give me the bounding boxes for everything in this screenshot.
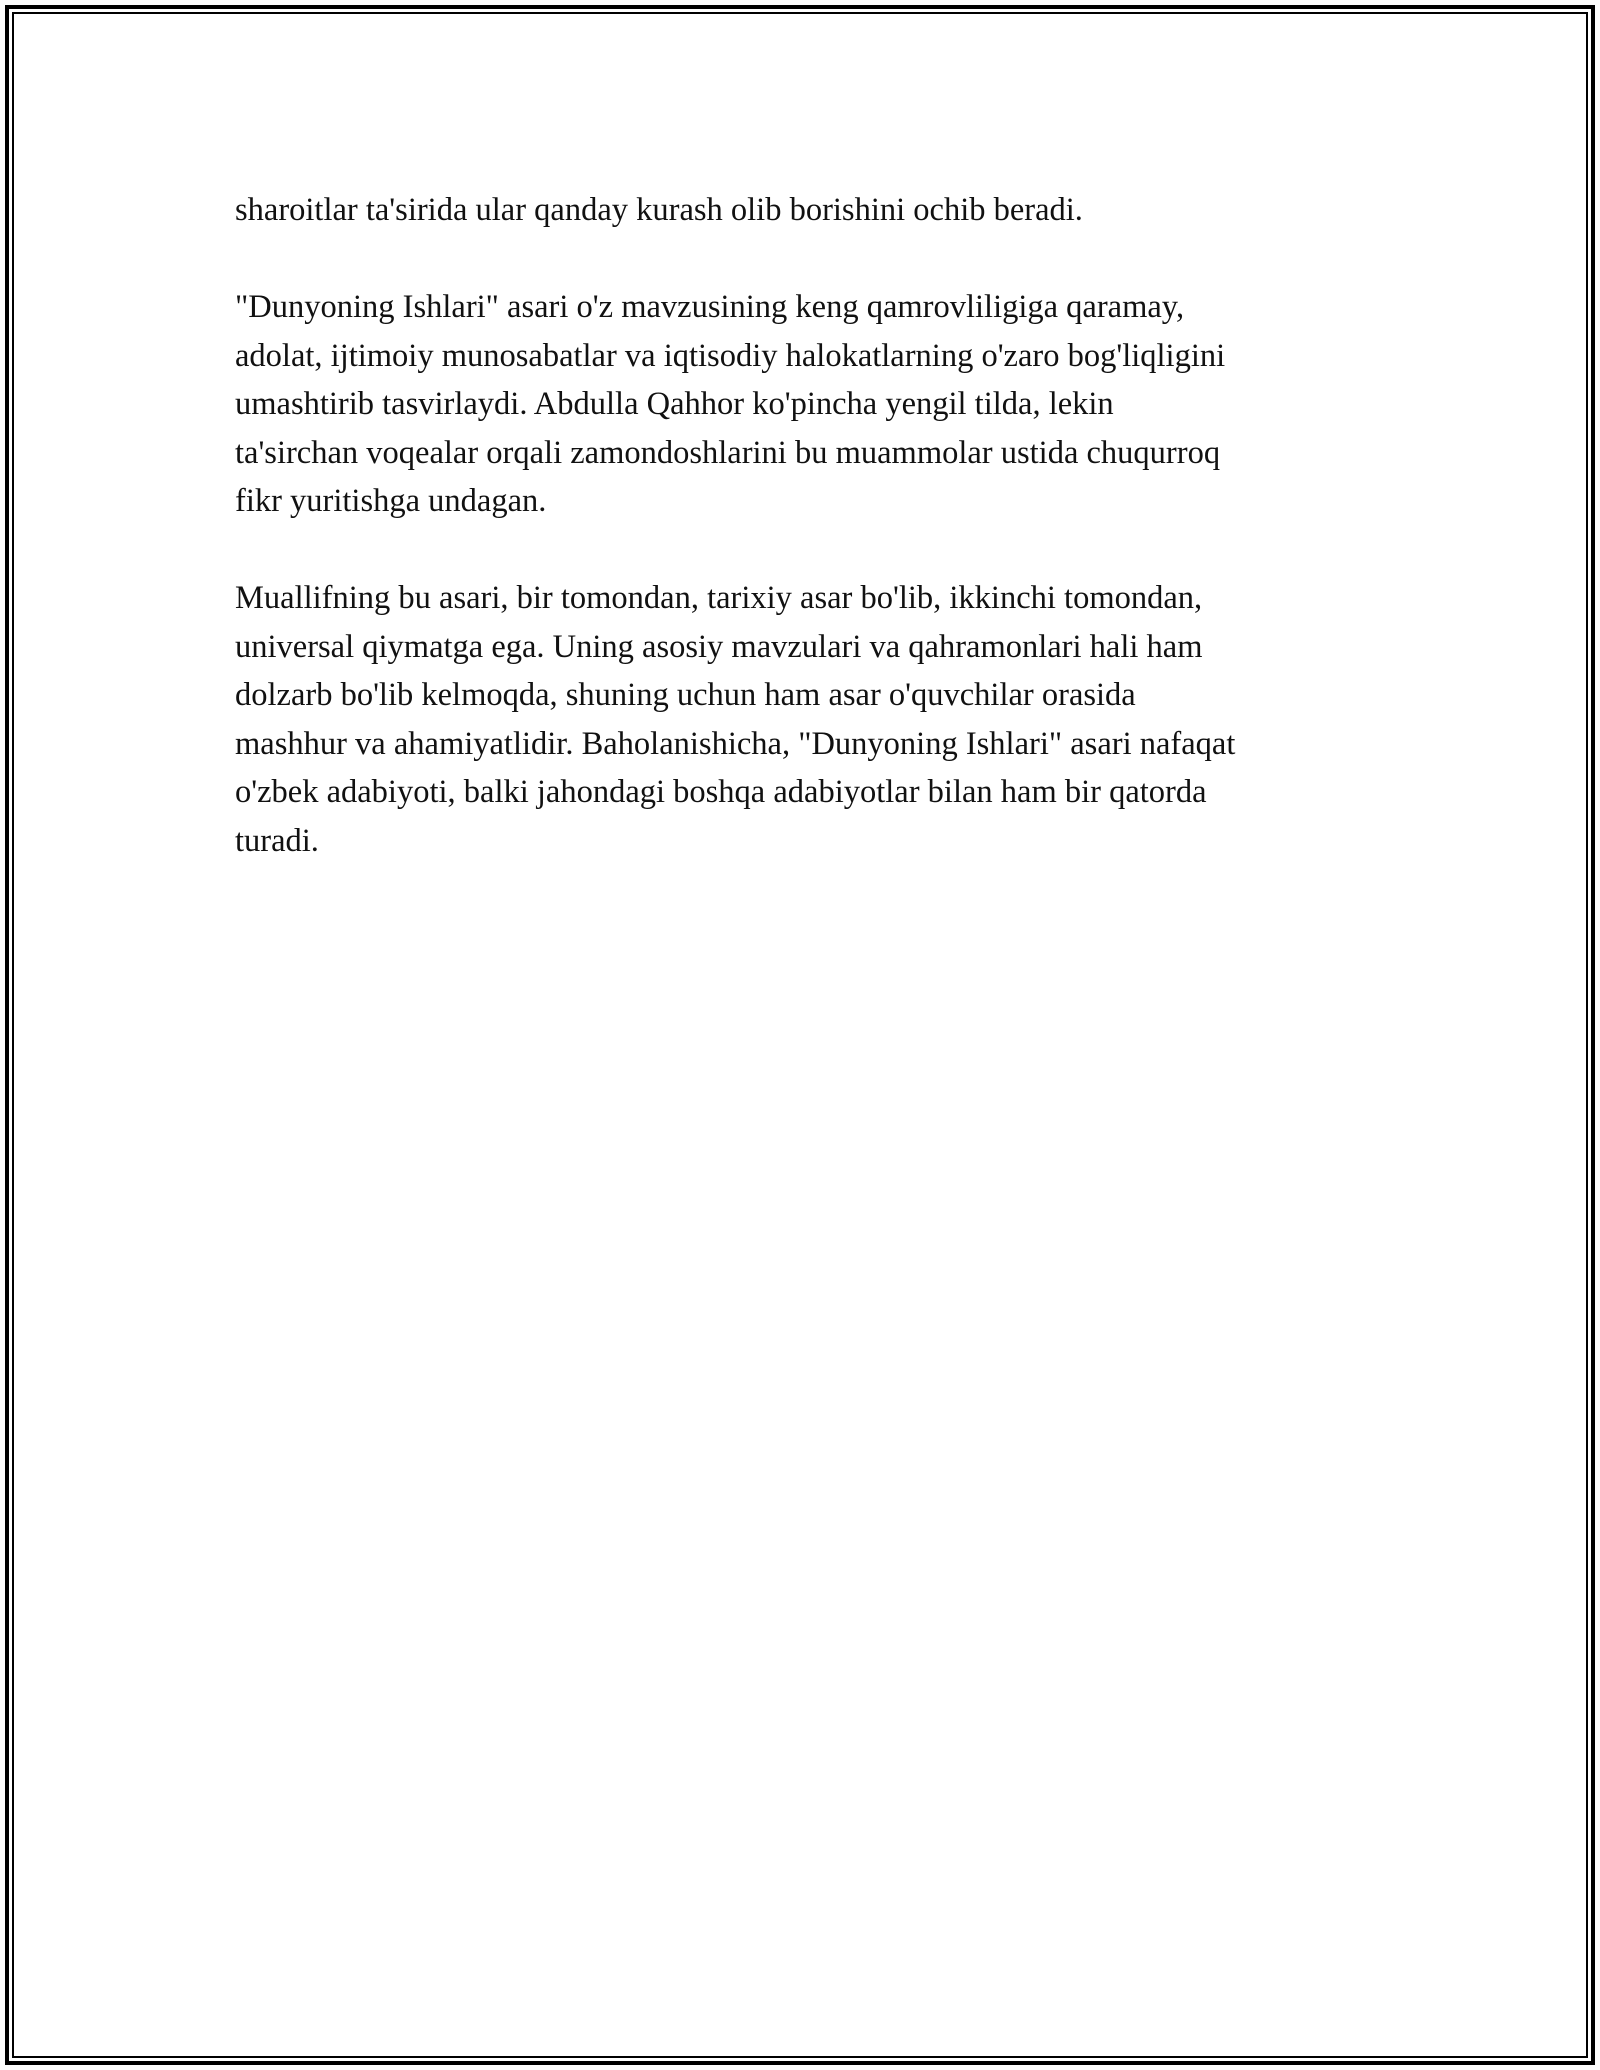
paragraph-3: Muallifning bu asari, bir tomondan, tarixiy asar bo'lib, ikkinchi tomondan, universal qiymatga ega. Uning asosiy mavzulari va qahramonlari hali ham dolzarb bo'lib kelmoqda, shuning uchun ham asar o'quvchilar orasida mashhur va ahamiyatlidir. Baholanishicha, "Dunyoning Ishlari" asari nafaqat o'zbek adabiyoti, balki jahondagi boshqa adabiyotlar bilan ham bir qatorda turadi. [235,580,1236,859]
document-body [235,186,1435,914]
paragraph-2: "Dunyoning Ishlari" asari o'z mavzusining keng qamrovliligiga qaramay, adolat, ijtimoiy munosabatlar va iqtisodiy halokatlarning o'zaro bog'liqligini umashtirib tasvirlaydi. Abdulla Qahhor ko'pincha yengil tilda, lekin ta'sirchan voqealar orqali zamondoshlarini bu muammolar ustida chuqurroq fikr yuritishga undagan. [235,289,1226,519]
paragraph-1: sharoitlar ta'sirida ular qanday kurash olib borishini ochib beradi. [235,192,1083,228]
